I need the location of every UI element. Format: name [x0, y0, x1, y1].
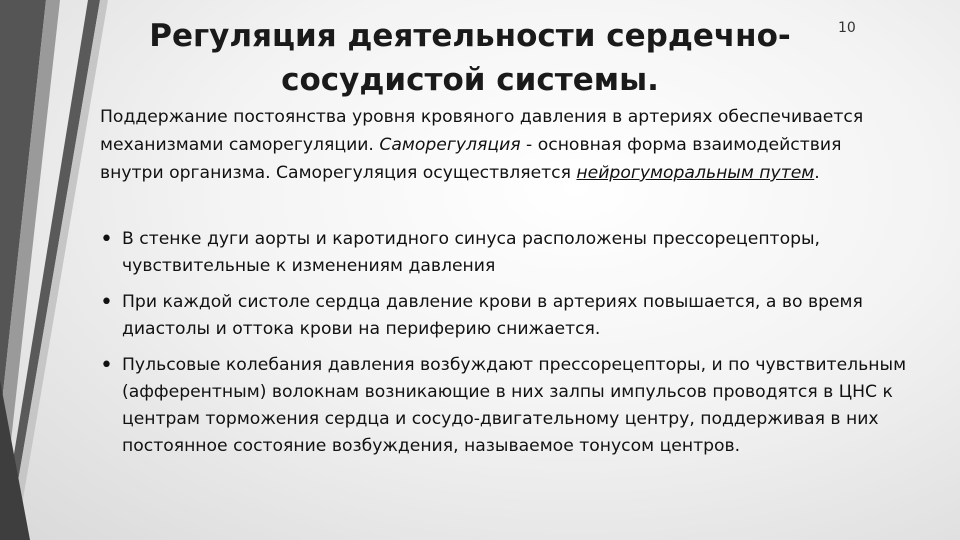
bullet-text: В стенке дуги аорты и каротидного синуса расположены прессорецепторы, чувствительные к изменениям давления [122, 229, 821, 276]
slide-title: Регуляция деятельности сердечно-сосудистой системы. [149, 18, 791, 98]
intro-text-1: Поддержание постоянства уровня кровяного давления в артериях обеспечивается механизмами саморегуляции. [100, 107, 864, 155]
bullet-icon: • [100, 227, 113, 252]
bullet-icon: • [100, 290, 113, 315]
list-item [100, 226, 920, 280]
bullet-list [100, 226, 920, 469]
bullet-icon: • [100, 353, 113, 378]
page-number: 10 [838, 20, 856, 36]
intro-term-neurohumoral: нейрогуморальным путем [576, 163, 815, 183]
intro-text-3: . [814, 163, 820, 183]
intro-text-2: - основная форма взаимодействия внутри организма. Саморегуляция осуществляется [100, 135, 842, 183]
bullet-text: При каждой систоле сердца давление крови в артериях повышается, а во время диастолы и оттока крови на периферию снижается. [122, 292, 863, 339]
intro-term-selfregulation: Саморегуляция [379, 135, 521, 155]
list-item [100, 352, 920, 460]
list-item [100, 289, 920, 343]
bullet-text: Пульсовые колебания давления возбуждают прессорецепторы, и по чувствительным (афферентным) волокнам возникающие в них залпы импульсов проводятся в ЦНС к центрам торможения сердца и сосудо-двигательному центру, поддерживая в них постоянное состояние возбуждения, называемое тонусом центров. [122, 355, 907, 456]
intro-paragraph [100, 103, 900, 187]
